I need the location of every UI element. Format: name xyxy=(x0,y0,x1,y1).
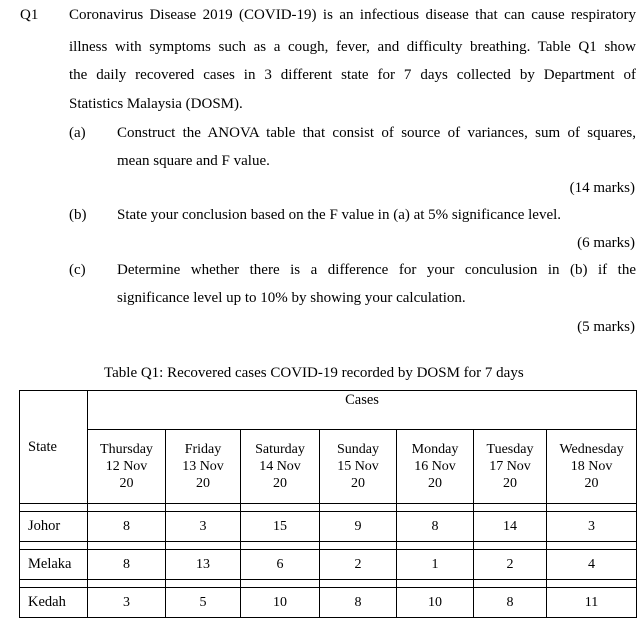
case-value: 2 xyxy=(474,550,547,580)
part-a-label: (a) xyxy=(69,125,86,141)
intro-line-3: the daily recovered cases in 3 different state for 7 days collected by Department of xyxy=(69,67,636,83)
day-header: Monday 16 Nov 20 xyxy=(397,430,474,504)
case-value: 11 xyxy=(547,588,637,618)
part-c-line-1: Determine whether there is a difference for your conculusion in (b) if the xyxy=(117,262,636,278)
part-b-label: (b) xyxy=(69,207,87,223)
case-value: 6 xyxy=(241,550,320,580)
part-a-line-1: Construct the ANOVA table that consist of source of variances, sum of squares, xyxy=(117,125,636,141)
day-header: Thursday 12 Nov 20 xyxy=(88,430,166,504)
table-row xyxy=(20,588,637,618)
day-header: Saturday 14 Nov 20 xyxy=(241,430,320,504)
part-a-marks: (14 marks) xyxy=(569,180,635,196)
header-row-days xyxy=(20,430,637,504)
recovered-cases-table xyxy=(19,390,637,618)
case-value: 8 xyxy=(474,588,547,618)
case-value: 8 xyxy=(320,588,397,618)
part-c-label: (c) xyxy=(69,262,86,278)
header-row-cases xyxy=(20,391,637,430)
case-value: 3 xyxy=(547,512,637,542)
intro-line-2: illness with symptoms such as a cough, fever, and difficulty breathing. Table Q1 show xyxy=(69,39,636,55)
part-b-line-1: State your conclusion based on the F value in (a) at 5% significance level. xyxy=(117,207,562,223)
part-b-marks: (6 marks) xyxy=(577,235,635,251)
case-value: 5 xyxy=(166,588,241,618)
row-gap xyxy=(20,542,637,550)
part-c-line-2: significance level up to 10% by showing your calculation. xyxy=(117,290,466,306)
table-row xyxy=(20,512,637,542)
case-value: 2 xyxy=(320,550,397,580)
state-name: Johor xyxy=(20,512,88,542)
intro-line-4: Statistics Malaysia (DOSM). xyxy=(69,96,243,112)
day-header: Sunday 15 Nov 20 xyxy=(320,430,397,504)
row-gap xyxy=(20,580,637,588)
table-row xyxy=(20,550,637,580)
part-a-line-2: mean square and F value. xyxy=(117,153,270,169)
case-value: 15 xyxy=(241,512,320,542)
state-name: Kedah xyxy=(20,588,88,618)
case-value: 8 xyxy=(397,512,474,542)
intro-line-1: Coronavirus Disease 2019 (COVID-19) is an infectious disease that can cause respiratory xyxy=(69,7,636,23)
case-value: 4 xyxy=(547,550,637,580)
case-value: 13 xyxy=(166,550,241,580)
case-value: 8 xyxy=(88,550,166,580)
case-value: 10 xyxy=(241,588,320,618)
case-value: 1 xyxy=(397,550,474,580)
case-value: 3 xyxy=(166,512,241,542)
day-header: Wednesday 18 Nov 20 xyxy=(547,430,637,504)
day-header: Friday 13 Nov 20 xyxy=(166,430,241,504)
state-name: Melaka xyxy=(20,550,88,580)
case-value: 3 xyxy=(88,588,166,618)
row-gap xyxy=(20,504,637,512)
case-value: 14 xyxy=(474,512,547,542)
cases-header: Cases xyxy=(88,391,637,430)
table-caption: Table Q1: Recovered cases COVID-19 recorded by DOSM for 7 days xyxy=(104,365,524,381)
case-value: 10 xyxy=(397,588,474,618)
part-c-marks: (5 marks) xyxy=(577,319,635,335)
state-header: State xyxy=(20,391,88,504)
question-number: Q1 xyxy=(20,7,39,23)
day-header: Tuesday 17 Nov 20 xyxy=(474,430,547,504)
case-value: 8 xyxy=(88,512,166,542)
case-value: 9 xyxy=(320,512,397,542)
